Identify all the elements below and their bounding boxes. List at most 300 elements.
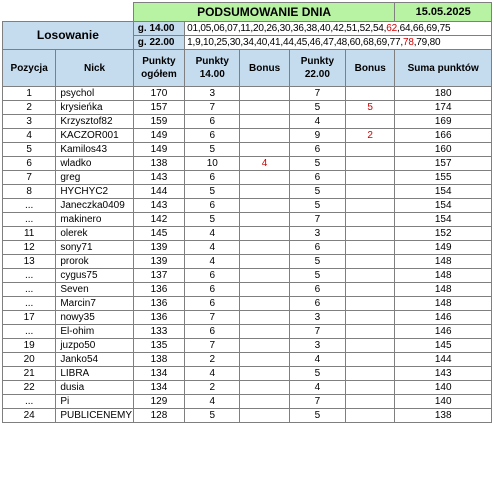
- bonus-14-cell: [240, 367, 289, 381]
- points-14-cell: 5: [185, 143, 240, 157]
- number-separator: ,: [290, 23, 293, 34]
- points-22-cell: 5: [289, 367, 345, 381]
- number-separator: ,: [277, 23, 280, 34]
- bonus-14-cell: [240, 395, 289, 409]
- bonus-14-cell: [240, 241, 289, 255]
- drawn-number: 06: [213, 23, 225, 34]
- number-separator: ,: [413, 37, 417, 48]
- table-row: [3, 325, 492, 339]
- drawn-number: 80: [429, 37, 441, 48]
- nick-cell: makinero: [56, 213, 133, 227]
- table-row: [3, 213, 492, 227]
- table-row: [3, 101, 492, 115]
- nick-cell: HYCHYC2: [56, 185, 133, 199]
- drawn-number: 68: [362, 37, 374, 48]
- table-row: [3, 227, 492, 241]
- total-points-cell: 149: [133, 129, 184, 143]
- number-separator: ,: [303, 23, 307, 34]
- points-14-cell: 6: [185, 199, 240, 213]
- drawn-number: 47: [322, 37, 334, 48]
- bonus-22-cell: [346, 87, 395, 101]
- total-points-cell: 143: [133, 199, 184, 213]
- draw-2-numbers: [185, 36, 492, 50]
- sum-points-cell: 154: [395, 213, 492, 227]
- header-nick: Nick: [56, 50, 133, 87]
- number-separator: ,: [400, 37, 403, 48]
- number-separator: ,: [330, 23, 333, 34]
- total-points-cell: 138: [133, 157, 184, 171]
- position-cell: 19: [3, 339, 56, 353]
- position-cell: ...: [3, 269, 56, 283]
- bonus-14-cell: [240, 171, 289, 185]
- position-cell: ...: [3, 395, 56, 409]
- drawn-number: 30: [279, 23, 291, 34]
- points-14-cell: 4: [185, 255, 240, 269]
- nick-cell: LIBRA: [56, 367, 133, 381]
- number-separator: ,: [227, 37, 230, 48]
- position-cell: 17: [3, 311, 56, 325]
- points-14-cell: 3: [185, 87, 240, 101]
- bonus-14-cell: [240, 101, 289, 115]
- page-title: PODSUMOWANIE DNIA: [133, 3, 395, 22]
- position-cell: 2: [3, 101, 56, 115]
- drawn-number: 20: [252, 23, 264, 34]
- draw-1-label: g. 14.00: [133, 22, 184, 36]
- drawn-number: 10: [203, 37, 214, 48]
- position-cell: ...: [3, 325, 56, 339]
- nick-cell: cygus75: [56, 269, 133, 283]
- sum-points-cell: 157: [395, 157, 492, 171]
- total-points-cell: 149: [133, 143, 184, 157]
- drawn-number: 77: [389, 37, 401, 48]
- number-separator: ,: [373, 37, 377, 48]
- total-points-cell: 134: [133, 381, 184, 395]
- header-bonus-22: Bonus: [346, 50, 395, 87]
- total-points-cell: 139: [133, 255, 184, 269]
- drawn-number: 40: [256, 37, 268, 48]
- bonus-22-cell: [346, 339, 395, 353]
- sum-points-cell: 148: [395, 297, 492, 311]
- points-22-cell: 5: [289, 269, 345, 283]
- drawn-number: 64: [399, 23, 411, 34]
- number-separator: ,: [224, 23, 228, 34]
- points-22-cell: 4: [289, 381, 345, 395]
- position-cell: 1: [3, 87, 56, 101]
- number-separator: ,: [240, 37, 244, 48]
- sum-points-cell: 149: [395, 241, 492, 255]
- nick-cell: prorok: [56, 255, 133, 269]
- points-22-cell: 6: [289, 241, 345, 255]
- bonus-14-cell: [240, 227, 289, 241]
- number-separator: ,: [307, 37, 310, 48]
- sum-points-cell: 146: [395, 325, 492, 339]
- points-14-cell: 5: [185, 409, 240, 423]
- number-separator: ,: [347, 37, 350, 48]
- total-points-cell: 159: [133, 115, 184, 129]
- drawn-number: 1: [187, 37, 193, 48]
- bonus-14-cell: [240, 213, 289, 227]
- number-separator: ,: [200, 37, 204, 48]
- table-row: [3, 199, 492, 213]
- points-14-cell: 7: [185, 339, 240, 353]
- bonus-22-cell: [346, 353, 395, 367]
- drawn-number: 01: [187, 23, 198, 34]
- points-14-cell: 6: [185, 325, 240, 339]
- table-row: [3, 185, 492, 199]
- points-22-cell: 3: [289, 339, 345, 353]
- points-14-cell: 7: [185, 101, 240, 115]
- points-22-cell: 7: [289, 87, 345, 101]
- bonus-22-cell: [346, 143, 395, 157]
- number-separator: ,: [427, 37, 430, 48]
- bonus-14-cell: [240, 311, 289, 325]
- nick-cell: Kamilos43: [56, 143, 133, 157]
- bonus-22-cell: [346, 381, 395, 395]
- sum-points-cell: 160: [395, 143, 492, 157]
- number-separator: ,: [343, 23, 347, 34]
- drawn-number: 42: [332, 23, 344, 34]
- total-points-cell: 136: [133, 283, 184, 297]
- points-22-cell: 6: [289, 297, 345, 311]
- drawn-number: 69: [426, 23, 437, 34]
- bonus-14-cell: [240, 381, 289, 395]
- bonus-14-cell: [240, 255, 289, 269]
- bonus-14-cell: [240, 297, 289, 311]
- nick-cell: sony71: [56, 241, 133, 255]
- nick-cell: juzpo50: [56, 339, 133, 353]
- table-row: [3, 395, 492, 409]
- drawn-number: 26: [266, 23, 278, 34]
- drawn-number: 66: [412, 23, 424, 34]
- number-separator: ,: [263, 23, 267, 34]
- points-22-cell: 7: [289, 213, 345, 227]
- points-14-cell: 2: [185, 353, 240, 367]
- bonus-14-cell: [240, 185, 289, 199]
- number-separator: ,: [192, 37, 196, 48]
- number-separator: ,: [213, 37, 217, 48]
- sum-points-cell: 152: [395, 227, 492, 241]
- points-14-cell: 5: [185, 185, 240, 199]
- bonus-14-cell: [240, 87, 289, 101]
- bonus-22-cell: [346, 227, 395, 241]
- bonus-14-cell: [240, 339, 289, 353]
- points-22-cell: 4: [289, 115, 345, 129]
- total-points-cell: 170: [133, 87, 184, 101]
- points-14-cell: 6: [185, 283, 240, 297]
- points-22-cell: 5: [289, 409, 345, 423]
- sum-points-cell: 154: [395, 185, 492, 199]
- nick-cell: Krzysztof82: [56, 115, 133, 129]
- bonus-22-cell: [346, 311, 395, 325]
- points-22-cell: 7: [289, 325, 345, 339]
- bonus-14-cell: [240, 199, 289, 213]
- header-punkty-14: Punkty 14.00: [185, 50, 240, 87]
- points-14-cell: 6: [185, 129, 240, 143]
- position-cell: 22: [3, 381, 56, 395]
- total-points-cell: 136: [133, 311, 184, 325]
- number-separator: ,: [197, 23, 201, 34]
- drawn-number: 11: [240, 23, 251, 34]
- drawn-number: 34: [243, 37, 254, 48]
- daily-summary-table: [2, 2, 492, 423]
- bonus-14-cell: [240, 283, 289, 297]
- number-separator: ,: [237, 23, 241, 34]
- drawn-number: 07: [227, 23, 238, 34]
- total-points-cell: 136: [133, 297, 184, 311]
- nick-cell: Janeczka0409: [56, 199, 133, 213]
- number-separator: ,: [360, 37, 363, 48]
- points-22-cell: 7: [289, 395, 345, 409]
- nick-cell: psychol: [56, 87, 133, 101]
- header-punkty-ogolem: Punkty ogółem: [133, 50, 184, 87]
- table-row: [3, 241, 492, 255]
- number-separator: ,: [253, 37, 257, 48]
- position-cell: 13: [3, 255, 56, 269]
- date-label: 15.05.2025: [395, 3, 492, 22]
- position-cell: ...: [3, 199, 56, 213]
- position-cell: 4: [3, 129, 56, 143]
- number-separator: ,: [410, 23, 413, 34]
- nick-cell: Janko54: [56, 353, 133, 367]
- bonus-22-cell: [346, 297, 395, 311]
- drawn-number: 45: [296, 37, 308, 48]
- bonus-22-cell: [346, 395, 395, 409]
- drawn-number: 40: [319, 23, 331, 34]
- bonus-22-cell: [346, 241, 395, 255]
- number-separator: ,: [397, 23, 400, 34]
- drawn-number: 78: [402, 37, 414, 48]
- header-bonus-14: Bonus: [240, 50, 289, 87]
- drawn-number: 52: [359, 23, 371, 34]
- number-separator: ,: [250, 23, 253, 34]
- bonus-22-cell: [346, 255, 395, 269]
- drawn-number: 48: [336, 37, 348, 48]
- drawn-number: 60: [349, 37, 361, 48]
- position-cell: 3: [3, 115, 56, 129]
- total-points-cell: 137: [133, 269, 184, 283]
- number-separator: ,: [383, 23, 387, 34]
- bonus-22-cell: [346, 367, 395, 381]
- sum-points-cell: 148: [395, 269, 492, 283]
- drawn-number: 30: [229, 37, 241, 48]
- position-cell: 24: [3, 409, 56, 423]
- bonus-22-cell: [346, 199, 395, 213]
- position-cell: ...: [3, 297, 56, 311]
- sum-points-cell: 148: [395, 255, 492, 269]
- table-row: [3, 115, 492, 129]
- position-cell: 12: [3, 241, 56, 255]
- table-row: [3, 283, 492, 297]
- position-cell: 6: [3, 157, 56, 171]
- position-cell: 5: [3, 143, 56, 157]
- number-separator: ,: [293, 37, 297, 48]
- points-14-cell: 5: [185, 213, 240, 227]
- points-22-cell: 4: [289, 353, 345, 367]
- total-points-cell: 129: [133, 395, 184, 409]
- points-14-cell: 6: [185, 297, 240, 311]
- sum-points-cell: 144: [395, 353, 492, 367]
- sum-points-cell: 148: [395, 283, 492, 297]
- points-14-cell: 4: [185, 395, 240, 409]
- points-22-cell: 5: [289, 199, 345, 213]
- points-14-cell: 10: [185, 157, 240, 171]
- nick-cell: dusia: [56, 381, 133, 395]
- table-row: [3, 157, 492, 171]
- drawn-number: 69: [376, 37, 388, 48]
- number-separator: ,: [436, 23, 440, 34]
- points-14-cell: 4: [185, 367, 240, 381]
- sum-points-cell: 140: [395, 395, 492, 409]
- points-22-cell: 5: [289, 185, 345, 199]
- drawn-number: 25: [216, 37, 228, 48]
- points-22-cell: 3: [289, 311, 345, 325]
- sum-points-cell: 180: [395, 87, 492, 101]
- sum-points-cell: 169: [395, 115, 492, 129]
- total-points-cell: 138: [133, 353, 184, 367]
- points-22-cell: 5: [289, 157, 345, 171]
- bonus-14-cell: [240, 143, 289, 157]
- table-row: [3, 143, 492, 157]
- table-row: [3, 409, 492, 423]
- total-points-cell: 142: [133, 213, 184, 227]
- table-row: [3, 339, 492, 353]
- header-punkty-22: Punkty 22.00: [289, 50, 345, 87]
- table-header-row: [3, 50, 492, 87]
- bonus-22-cell: [346, 185, 395, 199]
- draw-2-label: g. 22.00: [133, 36, 184, 50]
- points-14-cell: 6: [185, 269, 240, 283]
- drawn-number: 62: [386, 23, 397, 34]
- number-separator: ,: [370, 23, 373, 34]
- sum-points-cell: 138: [395, 409, 492, 423]
- number-separator: ,: [317, 23, 320, 34]
- header-suma: Suma punktów: [395, 50, 492, 87]
- nick-cell: Marcin7: [56, 297, 133, 311]
- drawn-number: 75: [439, 23, 451, 34]
- drawn-number: 36: [292, 23, 304, 34]
- draw-1-numbers: [185, 22, 492, 36]
- total-points-cell: 144: [133, 185, 184, 199]
- position-cell: 7: [3, 171, 56, 185]
- bonus-22-cell: 5: [346, 101, 395, 115]
- bonus-22-cell: [346, 409, 395, 423]
- drawn-number: 38: [306, 23, 318, 34]
- number-separator: ,: [357, 23, 360, 34]
- nick-cell: nowy35: [56, 311, 133, 325]
- drawn-number: 44: [283, 37, 294, 48]
- table-row: [3, 311, 492, 325]
- position-cell: 8: [3, 185, 56, 199]
- points-14-cell: 2: [185, 381, 240, 395]
- table-row: [3, 367, 492, 381]
- points-22-cell: 5: [289, 101, 345, 115]
- nick-cell: Seven: [56, 283, 133, 297]
- sum-points-cell: 155: [395, 171, 492, 185]
- drawn-number: 79: [416, 37, 428, 48]
- bonus-14-cell: [240, 325, 289, 339]
- bonus-22-cell: [346, 283, 395, 297]
- total-points-cell: 128: [133, 409, 184, 423]
- bonus-22-cell: [346, 325, 395, 339]
- total-points-cell: 139: [133, 241, 184, 255]
- total-points-cell: 135: [133, 339, 184, 353]
- points-14-cell: 4: [185, 227, 240, 241]
- position-cell: 20: [3, 353, 56, 367]
- drawn-number: 51: [346, 23, 358, 34]
- position-cell: 21: [3, 367, 56, 381]
- sum-points-cell: 140: [395, 381, 492, 395]
- bonus-22-cell: [346, 115, 395, 129]
- drawn-number: 41: [269, 37, 281, 48]
- points-22-cell: 6: [289, 283, 345, 297]
- points-14-cell: 6: [185, 115, 240, 129]
- nick-cell: PUBLICENEMY: [56, 409, 133, 423]
- nick-cell: greg: [56, 171, 133, 185]
- nick-cell: El-ohim: [56, 325, 133, 339]
- position-cell: 11: [3, 227, 56, 241]
- bonus-14-cell: [240, 409, 289, 423]
- drawn-number: 05: [200, 23, 212, 34]
- header-pozycja: Pozycja: [3, 50, 56, 87]
- table-row: [3, 269, 492, 283]
- bonus-14-cell: [240, 269, 289, 283]
- empty-top-left: [3, 3, 134, 22]
- bonus-22-cell: [346, 269, 395, 283]
- points-14-cell: 7: [185, 311, 240, 325]
- table-row: [3, 129, 492, 143]
- drawn-number: 46: [309, 37, 321, 48]
- number-separator: ,: [320, 37, 323, 48]
- number-separator: ,: [267, 37, 270, 48]
- sum-points-cell: 174: [395, 101, 492, 115]
- table-row: [3, 381, 492, 395]
- points-22-cell: 5: [289, 255, 345, 269]
- table-row: [3, 255, 492, 269]
- table-row: [3, 87, 492, 101]
- bonus-14-cell: 4: [240, 157, 289, 171]
- bonus-22-cell: [346, 171, 395, 185]
- sum-points-cell: 145: [395, 339, 492, 353]
- losowanie-label: Losowanie: [3, 22, 134, 50]
- points-14-cell: 4: [185, 241, 240, 255]
- number-separator: ,: [333, 37, 337, 48]
- sum-points-cell: 166: [395, 129, 492, 143]
- number-separator: ,: [211, 23, 214, 34]
- total-points-cell: 133: [133, 325, 184, 339]
- bonus-14-cell: [240, 353, 289, 367]
- nick-cell: KACZOR001: [56, 129, 133, 143]
- number-separator: ,: [387, 37, 390, 48]
- total-points-cell: 143: [133, 171, 184, 185]
- points-14-cell: 6: [185, 171, 240, 185]
- drawn-number: 54: [372, 23, 384, 34]
- position-cell: ...: [3, 213, 56, 227]
- number-separator: ,: [423, 23, 427, 34]
- total-points-cell: 145: [133, 227, 184, 241]
- drawn-number: 9: [195, 37, 201, 48]
- table-row: [3, 171, 492, 185]
- position-cell: ...: [3, 283, 56, 297]
- bonus-14-cell: [240, 115, 289, 129]
- sum-points-cell: 143: [395, 367, 492, 381]
- points-22-cell: 3: [289, 227, 345, 241]
- nick-cell: krysieńka: [56, 101, 133, 115]
- total-points-cell: 134: [133, 367, 184, 381]
- number-separator: ,: [280, 37, 283, 48]
- nick-cell: wladko: [56, 157, 133, 171]
- table-row: [3, 353, 492, 367]
- table-row: [3, 297, 492, 311]
